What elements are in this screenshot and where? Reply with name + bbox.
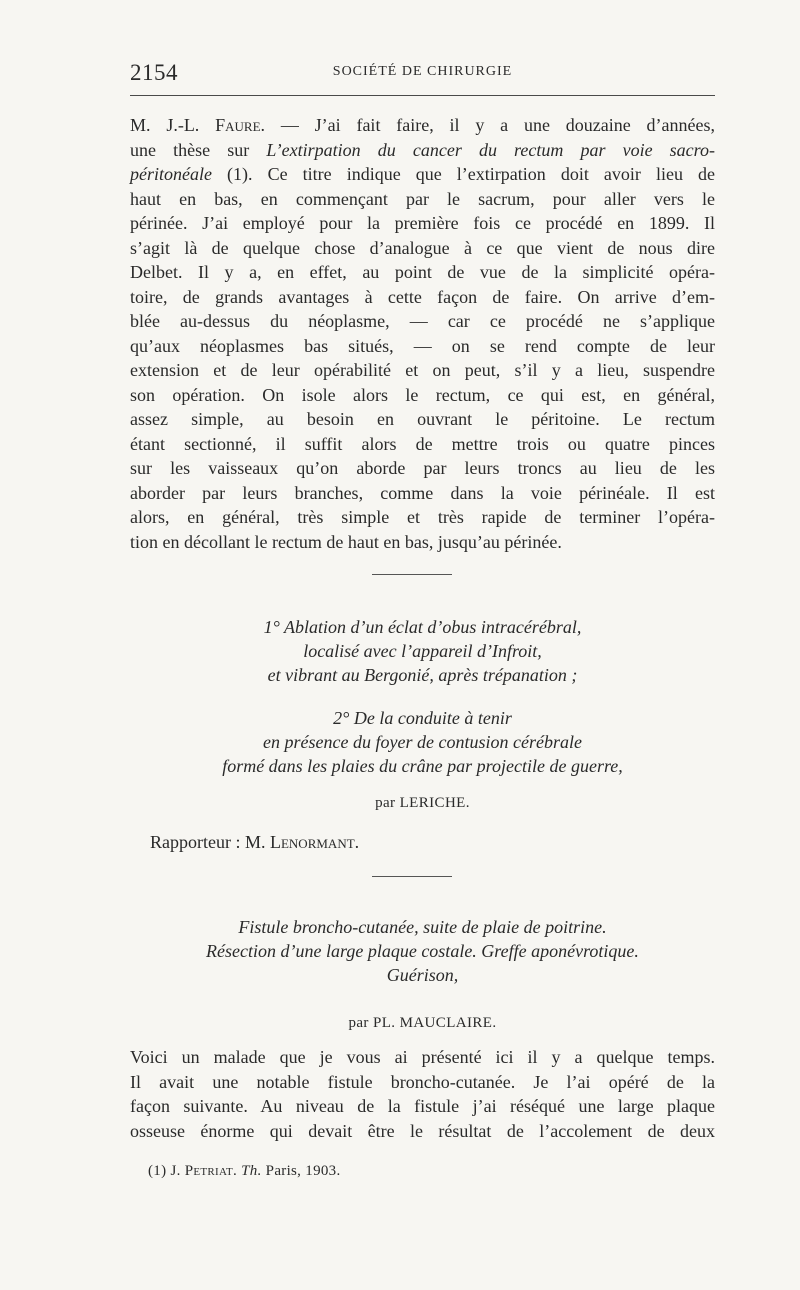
title-line: Guérison, bbox=[386, 965, 459, 985]
paragraph-line: Il avait une notable fistule broncho-cutanée. Je l’ai opéré de la bbox=[130, 1071, 715, 1092]
paragraph-line bbox=[130, 113, 715, 138]
paragraph-line: étant sectionné, il suffit alors de mettre trois ou quatre pinces bbox=[130, 433, 715, 454]
running-head bbox=[130, 60, 715, 84]
paragraph-line: osseuse énorme qui devait être le résultat de l’accolement de deux bbox=[130, 1120, 715, 1141]
thesis-title-end: péritonéale bbox=[130, 164, 212, 184]
paragraph-line: s’agit là de quelque chose d’analogue à ce que vient de nous dire bbox=[130, 237, 715, 258]
paragraph-line: blée au-dessus du néoplasme, — car ce procédé ne s’applique bbox=[130, 311, 715, 331]
paragraph-line: alors, en général, très simple et très rapide de terminer l’opéra- bbox=[130, 507, 715, 527]
paragraph-line: extension et de leur opérabilité et on peut, s’il y a lieu, suspendre bbox=[130, 360, 715, 380]
communication-title-part-1 bbox=[130, 615, 715, 687]
paragraph-mauclaire bbox=[130, 1045, 715, 1143]
paragraph-line: sur les vaisseaux qu’on aborde par leurs troncs au lieu de les bbox=[130, 458, 715, 478]
paragraph-line: péritonéale (1). Ce titre indique que l’extirpation doit avoir lieu de bbox=[130, 164, 715, 184]
paragraph-line: toire, de grands avantages à cette façon de faire. On arrive d’em- bbox=[130, 286, 715, 307]
paragraph-line: aborder par leurs branches, comme dans la voie périnéale. Il est bbox=[130, 482, 715, 503]
paragraph-line: qu’aux néoplasmes bas situés, — on se rend compte de leur bbox=[130, 335, 715, 356]
title-line: Résection d’une large plaque costale. Greffe aponévrotique. bbox=[206, 941, 639, 961]
author-name: PL. MAUCLAIRE. bbox=[372, 1015, 497, 1031]
paragraph-faure bbox=[130, 113, 715, 554]
footnote-author: J. Petriat. bbox=[170, 1163, 238, 1179]
author-name: LERICHE. bbox=[399, 795, 470, 811]
title-line: Fistule broncho-cutanée, suite de plaie de poitrine. bbox=[238, 917, 607, 937]
author-byline: par LERICHE. bbox=[375, 795, 470, 811]
paragraph-line: façon suivante. Au niveau de la fistule j’ai réséqué une large plaque bbox=[130, 1096, 715, 1116]
title-line: et vibrant au Bergonié, après trépanation ; bbox=[267, 665, 578, 685]
paragraph-line: assez simple, au besoin en ouvrant le péritoine. Le rectum bbox=[130, 409, 715, 429]
title-line: 2° De la conduite à tenir bbox=[333, 708, 512, 728]
title-line: 1° Ablation d’un éclat d’obus intracérébral, bbox=[263, 617, 582, 637]
header-rule bbox=[130, 95, 715, 96]
thesis-title: L’extirpation du cancer du rectum par voie sacro- bbox=[266, 139, 715, 160]
page-number: 2154 bbox=[130, 60, 178, 85]
reporter-line: Rapporteur : M. Lenormant. bbox=[150, 832, 360, 852]
footnote-work: Th. bbox=[237, 1163, 262, 1179]
footnote: (1) J. Petriat. Th. Paris, 1903. bbox=[148, 1163, 341, 1179]
paragraph-line: haut en bas, en commençant par le sacrum, pour aller vers le bbox=[130, 188, 715, 209]
journal-title: SOCIÉTÉ DE CHIRURGIE bbox=[332, 64, 513, 79]
paragraph-line: Voici un malade que je vous ai présenté ici il y a quelque temps. bbox=[130, 1047, 715, 1067]
title-line: formé dans les plaies du crâne par projectile de guerre, bbox=[222, 756, 623, 776]
paragraph-line: Delbet. Il y a, en effet, au point de vue de la simplicité opéra- bbox=[130, 262, 715, 282]
intro-text: . — J’ai fait faire, il y a une douzaine d’années, bbox=[260, 115, 716, 135]
author-byline: par PL. MAUCLAIRE. bbox=[348, 1015, 497, 1031]
reporter-name: Lenormant. bbox=[269, 832, 360, 852]
title-line: en présence du foyer de contusion cérébrale bbox=[263, 732, 582, 752]
section-divider bbox=[372, 876, 452, 877]
speaker-prefix: M. J.-L. bbox=[130, 115, 216, 135]
communication-title-part-2 bbox=[130, 706, 715, 778]
paragraph-line: son opération. On isole alors le rectum, ce qui est, en général, bbox=[130, 384, 715, 405]
section-divider bbox=[372, 574, 452, 575]
paragraph-line: périnée. J’ai employé pour la première fois ce procédé en 1899. Il bbox=[130, 213, 715, 233]
paragraph-line: tion en décollant le rectum de haut en bas, jusqu’au périnée. bbox=[130, 531, 562, 552]
speaker-name: Faure bbox=[215, 115, 261, 135]
communication-title bbox=[130, 915, 715, 987]
paragraph-line: une thèse sur L’extirpation du cancer du rectum par voie sacro- bbox=[130, 139, 715, 160]
title-line: localisé avec l’appareil d’Infroit, bbox=[303, 641, 542, 661]
